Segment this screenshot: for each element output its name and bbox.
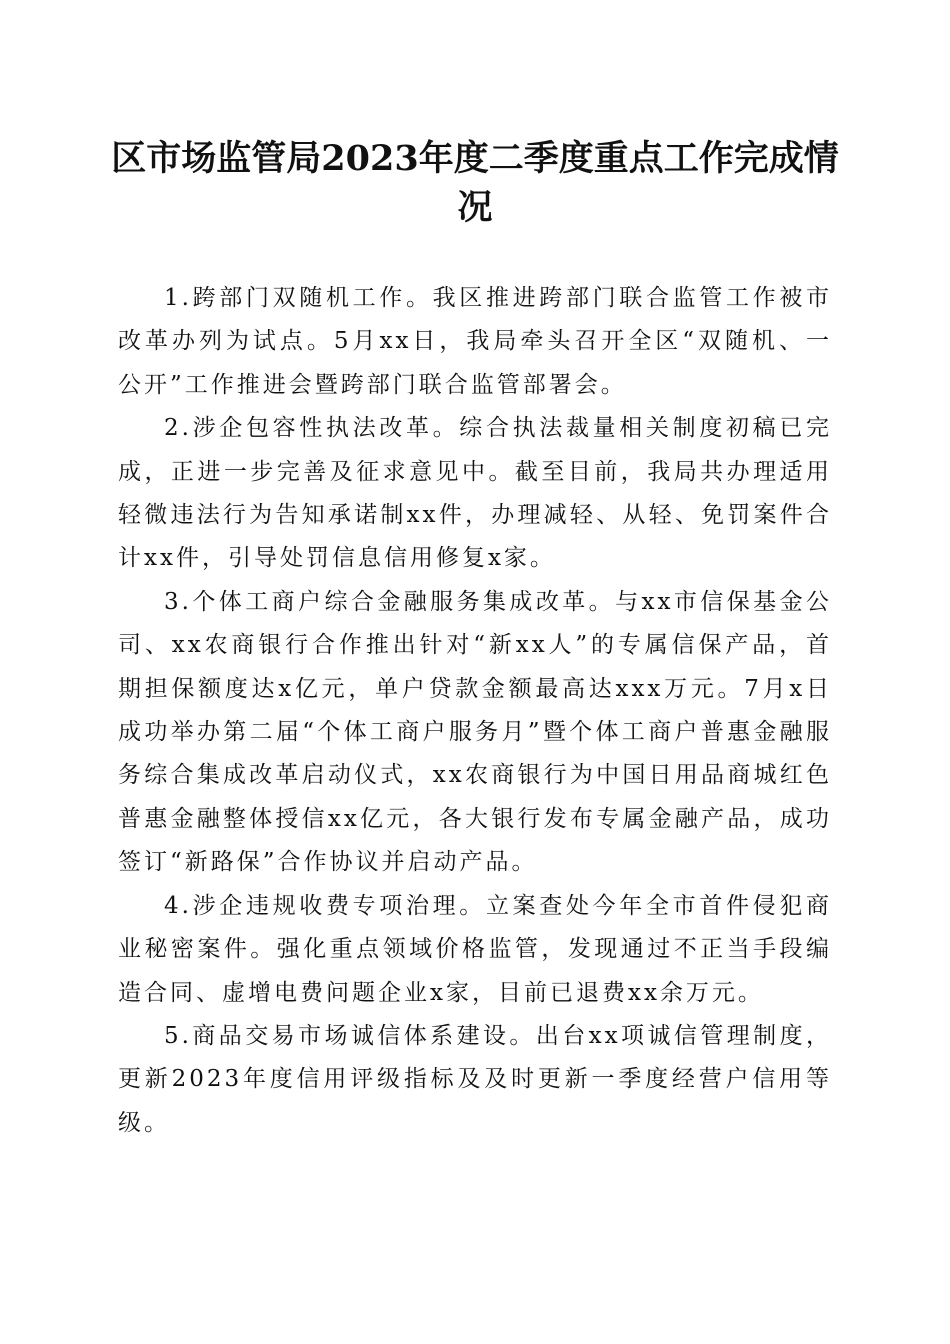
document-body: [118, 277, 832, 1145]
paragraph-5: 5.商品交易市场诚信体系建设。出台xx项诚信管理制度，更新2023年度信用评级指标及及时更新一季度经营户信用等级。: [118, 1022, 832, 1136]
paragraph-2: 2.涉企包容性执法改革。综合执法裁量相关制度初稿已完成，正进一步完善及征求意见中。截至目前，我局共办理适用轻微违法行为告知承诺制xx件，办理减轻、从轻、免罚案件合计xx件，引导处罚信息信用修复x家。: [118, 415, 832, 572]
paragraph-1: 1.跨部门双随机工作。我区推进跨部门联合监管工作被市改革办列为试点。5月xx日，我局牵头召开全区“双随机、一公开”工作推进会暨跨部门联合监管部署会。: [118, 285, 832, 398]
document-title: 区市场监管局2023年度二季度重点工作完成情况: [111, 138, 839, 228]
paragraph-4: 4.涉企违规收费专项治理。立案查处今年全市首件侵犯商业秘密案件。强化重点领域价格监管，发现通过不正当手段编造合同、虚增电费问题企业x家，目前已退费xx余万元。: [118, 892, 832, 1006]
paragraph-3: 3.个体工商户综合金融服务集成改革。与xx市信保基金公司、xx农商银行合作推出针对“新xx人”的专属信保产品，首期担保额度达x亿元，单户贷款金额最高达xxx万元。7月x日成功举办第二届“个体工商户服务月”暨个体工商户普惠金融服务综合集成改革启动仪式，xx农商银行为中国日用品商城红色普惠金融整体授信xx亿元，各大银行发布专属金融产品，成功签订“新路保”合作协议并启动产品。: [118, 588, 832, 876]
